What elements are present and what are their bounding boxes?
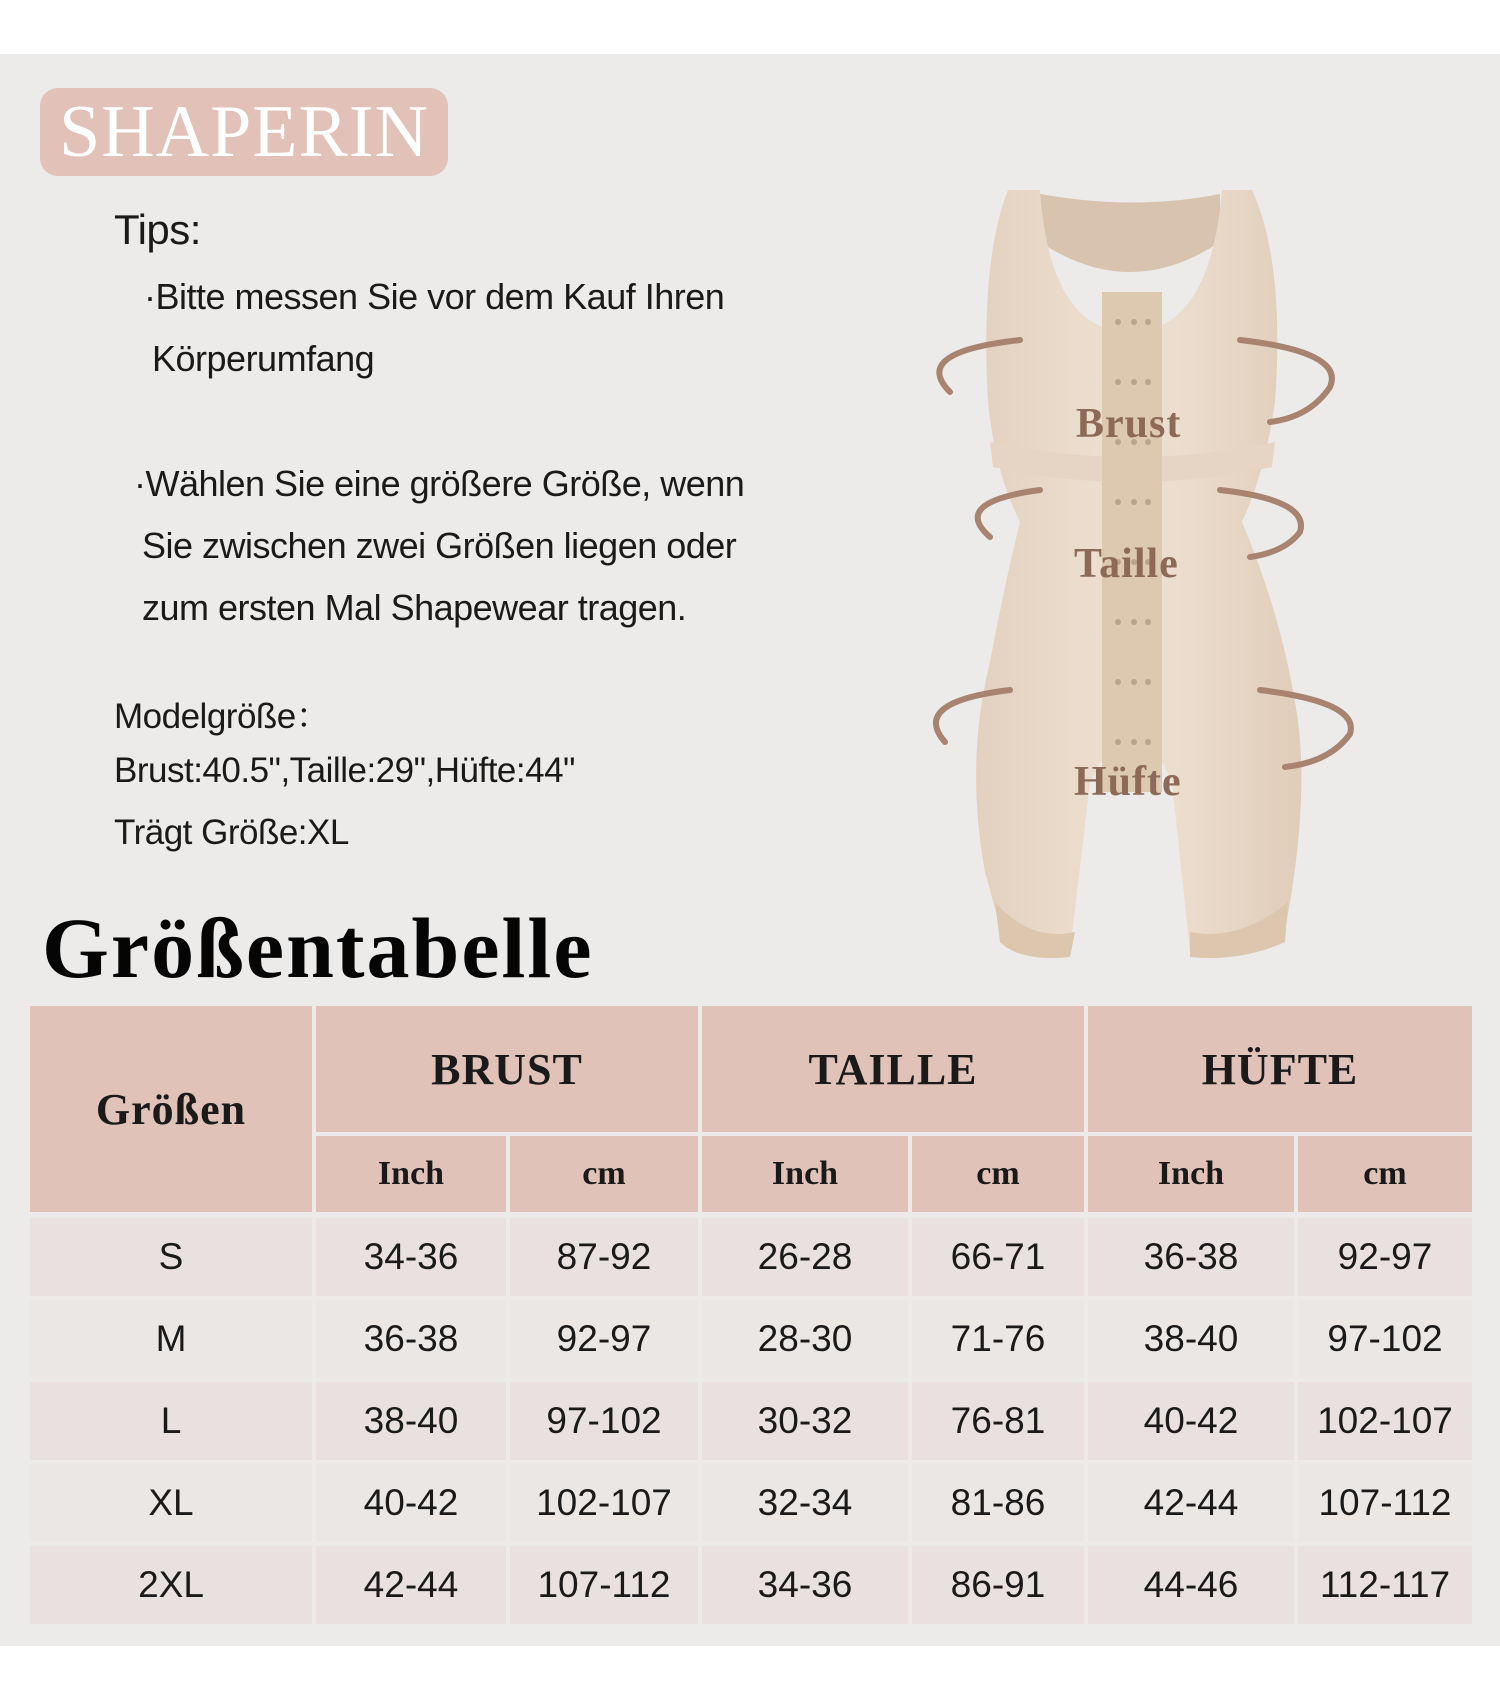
figure-label-waist: Taille — [1074, 541, 1179, 587]
header-brust-cm: cm — [510, 1136, 698, 1212]
table-cell-huefte-in: 38-40 — [1088, 1300, 1294, 1378]
table-cell-huefte-cm: 92-97 — [1298, 1218, 1472, 1296]
figure-label-chest: Brust — [1076, 401, 1182, 447]
table-cell-taille-in: 30-32 — [702, 1382, 908, 1460]
header-taille-cm: cm — [912, 1136, 1084, 1212]
table-cell-taille-in: 26-28 — [702, 1218, 908, 1296]
table-cell-taille-cm: 81-86 — [912, 1464, 1084, 1542]
table-cell-taille-in: 34-36 — [702, 1546, 908, 1624]
header-taille: TAILLE — [702, 1006, 1084, 1132]
table-cell-taille-cm: 71-76 — [912, 1300, 1084, 1378]
table-cell-huefte-in: 40-42 — [1088, 1382, 1294, 1460]
tip-line-3: ·Wählen Sie eine größere Größe, wenn — [134, 463, 745, 504]
header-huefte: HÜFTE — [1088, 1006, 1472, 1132]
brand-logo-text: SHAPERIN — [59, 91, 429, 173]
header-brust: BRUST — [316, 1006, 698, 1132]
table-cell-brust-in: 40-42 — [316, 1464, 506, 1542]
table-cell-brust-cm: 87-92 — [510, 1218, 698, 1296]
table-cell-brust-in: 38-40 — [316, 1382, 506, 1460]
header-brust-inch: Inch — [316, 1136, 506, 1212]
tip-line-4: Sie zwischen zwei Größen liegen oder — [142, 525, 737, 566]
table-cell-taille-in: 32-34 — [702, 1464, 908, 1542]
table-cell-huefte-cm: 112-117 — [1298, 1546, 1472, 1624]
table-cell-size: XL — [30, 1464, 312, 1542]
model-measurements: Brust:40.5",Taille:29",Hüfte:44" — [114, 751, 575, 790]
table-cell-huefte-in: 36-38 — [1088, 1218, 1294, 1296]
table-cell-huefte-cm: 102-107 — [1298, 1382, 1472, 1460]
table-cell-brust-cm: 107-112 — [510, 1546, 698, 1624]
table-cell-taille-cm: 76-81 — [912, 1382, 1084, 1460]
table-cell-huefte-in: 42-44 — [1088, 1464, 1294, 1542]
table-cell-brust-in: 42-44 — [316, 1546, 506, 1624]
brand-logo — [40, 88, 448, 176]
header-huefte-cm: cm — [1298, 1136, 1472, 1212]
table-cell-brust-cm: 97-102 — [510, 1382, 698, 1460]
table-cell-brust-cm: 102-107 — [510, 1464, 698, 1542]
figure-label-hip: Hüfte — [1074, 759, 1182, 805]
model-size: Trägt Größe:XL — [114, 813, 349, 852]
tips-title: Tips: — [114, 206, 201, 253]
model-title: Modelgröße： — [114, 697, 331, 736]
table-cell-size: 2XL — [30, 1546, 312, 1624]
table-cell-size: L — [30, 1382, 312, 1460]
table-cell-taille-cm: 66-71 — [912, 1218, 1084, 1296]
header-size: Größen — [30, 1006, 312, 1212]
table-cell-taille-in: 28-30 — [702, 1300, 908, 1378]
tip-line-1: ·Bitte messen Sie vor dem Kauf Ihren — [144, 276, 725, 317]
tip-line-2: Körperumfang — [152, 338, 375, 379]
table-cell-brust-in: 36-38 — [316, 1300, 506, 1378]
table-cell-brust-cm: 92-97 — [510, 1300, 698, 1378]
header-huefte-inch: Inch — [1088, 1136, 1294, 1212]
table-cell-taille-cm: 86-91 — [912, 1546, 1084, 1624]
size-chart-title: Größentabelle — [42, 900, 594, 996]
table-cell-size: S — [30, 1218, 312, 1296]
tip-line-5: zum ersten Mal Shapewear tragen. — [142, 587, 687, 628]
table-cell-huefte-in: 44-46 — [1088, 1546, 1294, 1624]
table-cell-huefte-cm: 97-102 — [1298, 1300, 1472, 1378]
table-cell-size: M — [30, 1300, 312, 1378]
table-cell-huefte-cm: 107-112 — [1298, 1464, 1472, 1542]
header-taille-inch: Inch — [702, 1136, 908, 1212]
table-cell-brust-in: 34-36 — [316, 1218, 506, 1296]
